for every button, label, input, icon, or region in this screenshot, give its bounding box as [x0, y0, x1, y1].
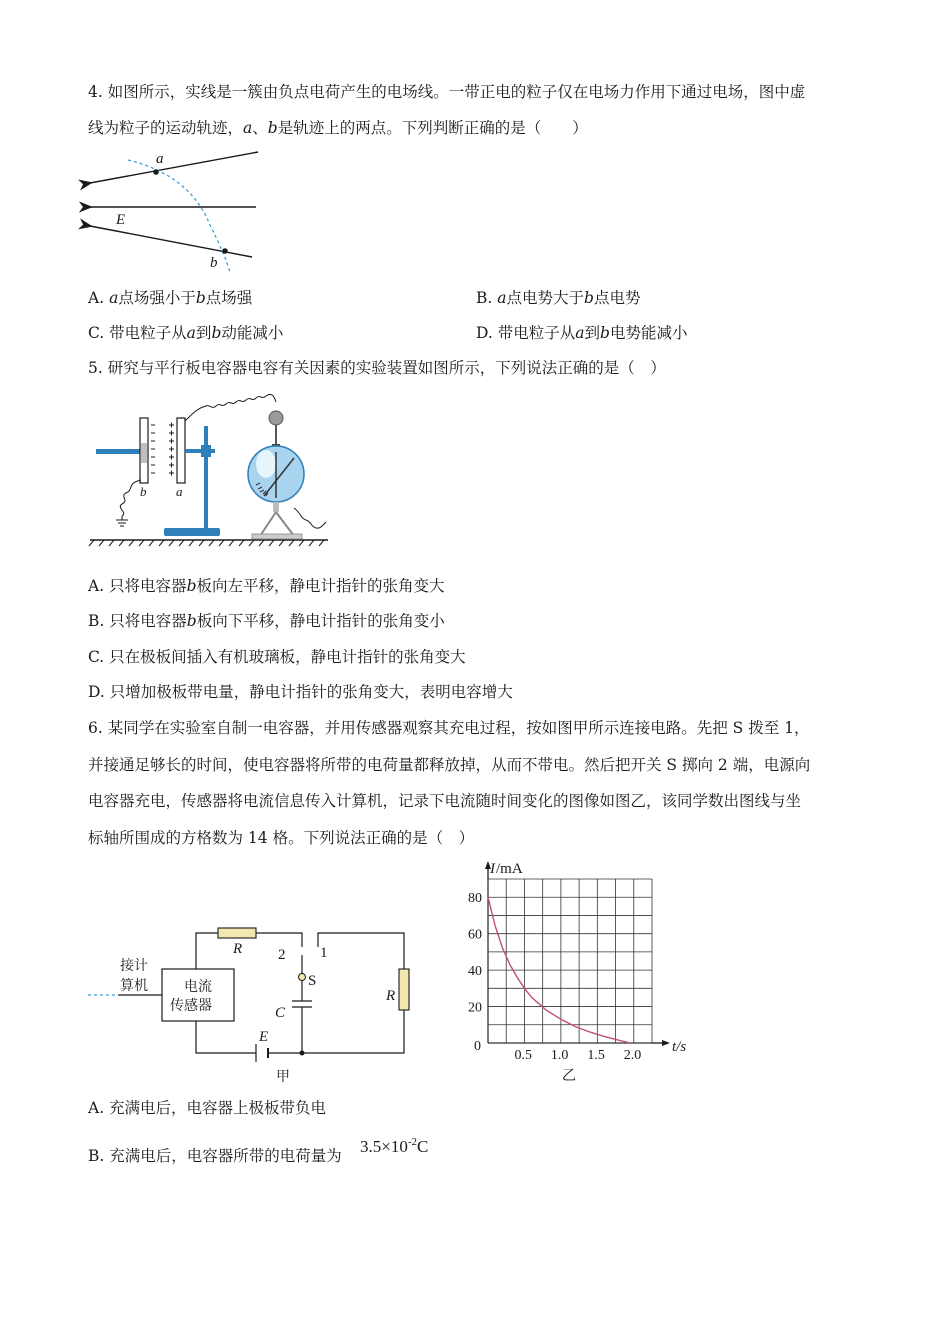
- q5-option-b-prefix: B. 只将电容器: [88, 612, 187, 630]
- q5-option-a-end: 板向左平移，静电计指针的张角变大: [196, 577, 445, 595]
- q4-option-d-var1: a: [575, 324, 585, 342]
- origin-label: 0: [474, 1039, 481, 1054]
- q4-stem-line2: [88, 117, 588, 139]
- chart-grid: [485, 861, 670, 1046]
- field-line-top: [90, 152, 258, 183]
- q5-option-b-end: 板向下平移，静电计指针的张角变小: [196, 612, 445, 630]
- resistor-top: [218, 928, 256, 938]
- stand-base: [164, 528, 220, 536]
- q5-capacitor-apparatus: [88, 388, 338, 548]
- q5-stem: 5. 研究与平行板电容器电容有关因素的实验装置如图所示，下列说法正确的是（ ）: [88, 359, 666, 377]
- field-line-bottom: [90, 226, 252, 257]
- label-1: 1: [320, 945, 328, 961]
- electroscope-leg-right: [276, 512, 294, 536]
- q4-option-d-end: 电势能减小: [609, 324, 688, 342]
- electroscope-foot: [252, 534, 302, 539]
- q6-stem-line1: 6. 某同学在实验室自制一电容器，并用传感器观察其充电过程，按如图甲所示连接电路。先把 S 拨至 1，: [88, 719, 810, 737]
- label-a: a: [156, 151, 164, 167]
- formula-number: 3.5: [360, 1137, 382, 1156]
- label-b: b: [210, 255, 218, 271]
- q5-option-b[interactable]: [88, 610, 445, 632]
- stand-rod: [204, 426, 208, 530]
- plate-a-plus: [169, 423, 174, 476]
- x-tick-label: 1.5: [587, 1048, 605, 1063]
- label-R-right: R: [386, 988, 396, 1004]
- x-axis-label: t/s: [672, 1039, 687, 1055]
- wire-resistor-to-2: [256, 933, 302, 947]
- q4-option-a-prefix: A.: [88, 289, 110, 307]
- label-R-top: R: [233, 941, 243, 957]
- wire-to-sensor-bottom: [196, 1021, 256, 1053]
- sensor-label-1: 电流: [184, 979, 212, 995]
- y-axis-label: [489, 861, 523, 877]
- q5-option-a-prefix: A. 只将电容器: [88, 577, 187, 595]
- q4-option-a-var2: b: [195, 289, 206, 307]
- q4-option-a-end: 点场强: [205, 289, 253, 307]
- electroscope-ground-wire: [294, 508, 326, 528]
- label-C: C: [275, 1005, 286, 1021]
- q5-option-a[interactable]: [88, 575, 445, 597]
- x-tick-label: 2.0: [623, 1048, 642, 1063]
- q4-option-b-prefix: B.: [476, 289, 498, 307]
- y-tick-label: 20: [468, 1000, 482, 1016]
- wire-left-top: [196, 933, 218, 969]
- plate-b-ground-wire: [120, 480, 141, 516]
- electroscope-knob: [269, 411, 283, 425]
- q4-option-c-prefix: C. 带电粒子从: [88, 324, 187, 342]
- connecting-wire: [185, 394, 276, 421]
- q6-current-time-chart: [462, 855, 692, 1085]
- label-E: E: [259, 1029, 269, 1045]
- y-tick-label: 40: [468, 964, 482, 980]
- q6-option-b[interactable]: [88, 1145, 342, 1167]
- q4-option-b[interactable]: [476, 287, 640, 309]
- q6-stem-line3: 电容器充电，传感器将电流信息传入计算机，记录下电流随时间变化的图像如图乙，该同学数出图线与坐: [88, 792, 802, 810]
- point-a: [153, 169, 159, 175]
- q4-option-a-var1: a: [109, 289, 119, 307]
- wire-1-to-right: [318, 933, 404, 969]
- q6-stem-line4: 标轴所围成的方格数为 14 格。下列说法正确的是（ ）: [88, 829, 475, 847]
- q4-option-d-prefix: D. 带电粒子从: [476, 324, 576, 342]
- q4-option-b-var2: b: [584, 289, 594, 307]
- q4-option-a-mid: 点场强小于: [118, 289, 196, 307]
- wire-right-bottom: [302, 1010, 404, 1053]
- q4-sep: 、: [252, 119, 268, 137]
- q6-stem-line2: 并接通足够长的时间，使电容器将所带的电荷量都释放掉，从而不带电。然后把开关 S 掷向 2 端，电源向: [88, 756, 811, 774]
- q6-option-b-text: B. 充满电后，电容器所带的电荷量为: [88, 1147, 342, 1165]
- junction-dot: [300, 1051, 305, 1056]
- y-tick-label: 80: [468, 891, 482, 907]
- plate-b-minus: [151, 425, 155, 473]
- sensor-label-2: 传感器: [170, 998, 212, 1014]
- computer-label-2: 算机: [120, 978, 148, 994]
- y-axis-label-unit: /mA: [496, 861, 523, 877]
- resistor-right: [399, 969, 409, 1010]
- x-axis-arrow: [662, 1040, 670, 1046]
- graph-caption: 乙: [562, 1068, 576, 1084]
- q5-option-a-var: b: [186, 577, 197, 595]
- formula-base: 10: [390, 1137, 408, 1156]
- q4-option-c-mid: 到: [195, 324, 212, 342]
- plate-a: [177, 418, 185, 483]
- q4-option-b-mid: 点电势大于: [506, 289, 585, 307]
- q6-option-a[interactable]: A. 充满电后，电容器上极板带负电: [88, 1099, 327, 1117]
- formula-unit: C: [417, 1137, 429, 1156]
- label-S: S: [308, 973, 317, 989]
- q4-option-d[interactable]: [476, 322, 687, 344]
- y-tick-label: 60: [468, 927, 482, 943]
- q4-option-b-end: 点电势: [593, 289, 641, 307]
- circuit-caption: 甲: [276, 1069, 290, 1085]
- q5-option-b-var: b: [186, 612, 197, 630]
- q4-field-diagram: [80, 145, 280, 275]
- q4-option-c[interactable]: [88, 322, 283, 344]
- charge-formula: [360, 1136, 428, 1157]
- electroscope-neck: [273, 502, 279, 512]
- q4-option-d-mid: 到: [584, 324, 600, 342]
- point-b: [222, 248, 228, 254]
- label-E: E: [116, 212, 126, 228]
- electroscope-highlight: [256, 450, 276, 478]
- plate-b-handle: [96, 449, 144, 454]
- q4-option-c-end: 动能减小: [221, 324, 284, 342]
- plate-a-label: a: [176, 484, 183, 499]
- plate-b-shade: [141, 443, 147, 463]
- x-tick-label: 1.0: [550, 1048, 569, 1063]
- earth-symbol: [116, 516, 128, 526]
- q5-option-d[interactable]: D. 只增加极板带电量，静电计指针的张角变大，表明电容增大: [88, 683, 513, 701]
- label-2: 2: [278, 947, 286, 963]
- q4-var-b: b: [267, 119, 278, 137]
- y-axis-label-text: I: [490, 861, 495, 877]
- q4-stem-line1: 4. 如图所示，实线是一簇由负点电荷产生的电场线。一带正电的粒子仅在电场力作用下通过电场，图中虚: [88, 83, 806, 101]
- q4-option-a[interactable]: [88, 287, 252, 309]
- computer-label-1: 接计: [120, 958, 148, 974]
- q4-option-b-var1: a: [497, 289, 507, 307]
- switch-contact: [299, 974, 306, 981]
- x-tick-label: 0.5: [514, 1048, 532, 1063]
- electroscope-leg-left: [260, 512, 276, 536]
- formula-times: ×: [381, 1137, 391, 1156]
- q4-option-c-var2: b: [211, 324, 222, 342]
- ground-hatch: [89, 540, 324, 546]
- formula-exponent: -2: [407, 1136, 418, 1148]
- plate-b-label: b: [140, 484, 147, 499]
- q4-option-d-var2: b: [600, 324, 610, 342]
- q4-stem-text-end: 是轨迹上的两点。下列判断正确的是（ ）: [277, 119, 588, 137]
- q4-option-c-var1: a: [186, 324, 196, 342]
- q5-option-c[interactable]: C. 只在极板间插入有机玻璃板，静电计指针的张角变大: [88, 648, 466, 666]
- q6-circuit-diagram: [88, 925, 418, 1085]
- q4-var-a: a: [243, 119, 253, 137]
- q4-stem-text: 线为粒子的运动轨迹，: [88, 119, 244, 137]
